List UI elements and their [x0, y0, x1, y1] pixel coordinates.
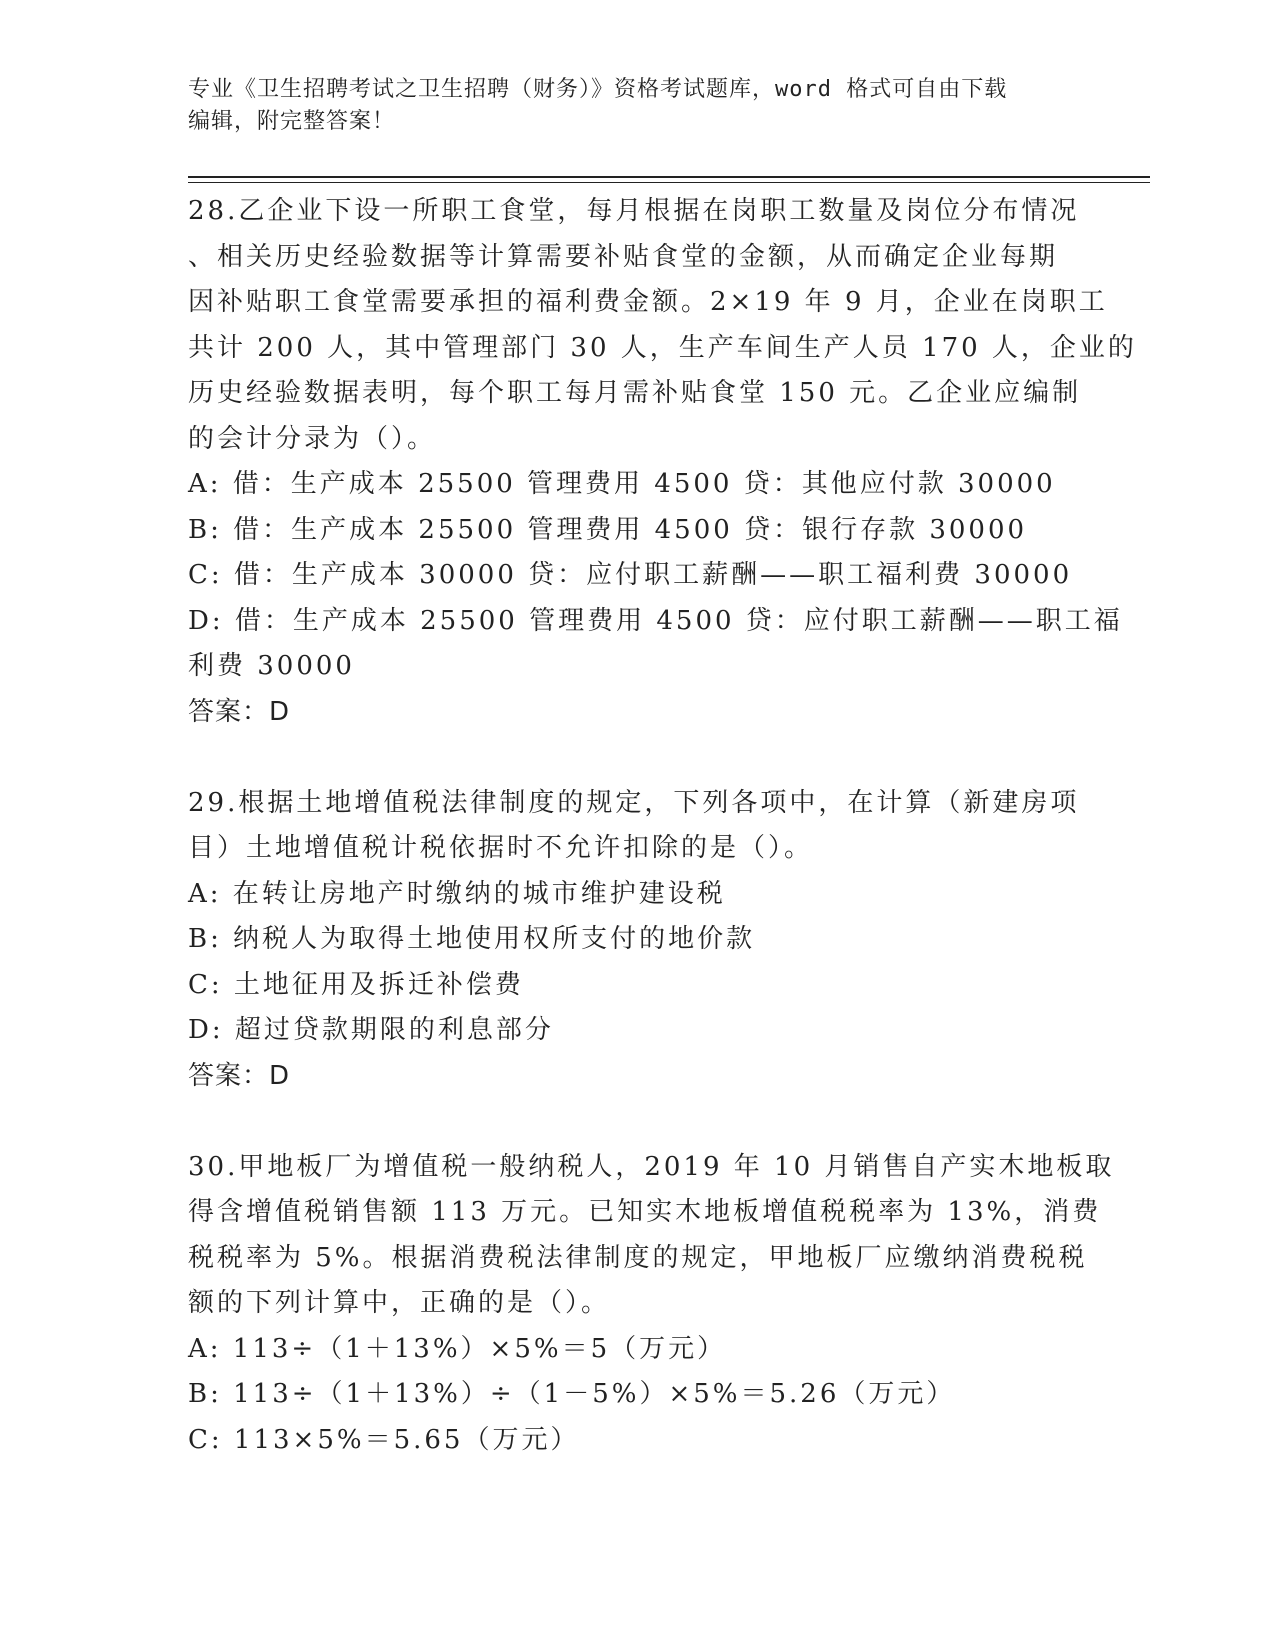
document-header	[188, 74, 1068, 138]
question-text-line: 、相关历史经验数据等计算需要补贴食堂的金额，从而确定企业每期	[188, 241, 1059, 272]
option-c: C: 借：生产成本 30000 贷：应付职工薪酬——职工福利费 30000	[188, 560, 1073, 590]
header-line-1: 专业《卫生招聘考试之卫生招聘（财务）》资格考试题库，word 格式可自由下载	[188, 77, 1008, 102]
question-28	[188, 189, 1137, 735]
questions-content	[188, 189, 1137, 1463]
answer-label: 答案：D	[188, 696, 291, 727]
question-text-line: 历史经验数据表明，每个职工每月需补贴食堂 150 元。乙企业应编制	[188, 378, 1082, 408]
question-text-line: 共计 200 人，其中管理部门 30 人，生产车间生产人员 170 人，企业的	[188, 332, 1137, 363]
question-30	[188, 1145, 1115, 1464]
question-text-line: 得含增值税销售额 113 万元。已知实木地板增值税税率为 13%，消费	[188, 1197, 1102, 1227]
option-c: C: 113×5%＝5.65（万元）	[188, 1424, 580, 1455]
header-line-2: 编辑，附完整答案！	[188, 109, 396, 134]
option-d: D: 超过贷款期限的利息部分	[188, 1015, 554, 1045]
question-spacer	[188, 1099, 1088, 1145]
header-rule-thick	[188, 176, 1150, 178]
question-spacer	[188, 735, 1088, 781]
option-a: A: 借：生产成本 25500 管理费用 4500 贷：其他应付款 30000	[188, 469, 1056, 499]
answer-label: 答案：D	[188, 1060, 291, 1091]
option-b: B: 113÷（1＋13%）÷（1－5%）×5%＝5.26（万元）	[188, 1379, 956, 1409]
header-rule-thin	[188, 182, 1150, 183]
question-text-line: 目）土地增值税计税依据时不允许扣除的是（）。	[188, 833, 814, 863]
option-d-continued: 利费 30000	[188, 651, 355, 681]
option-b: B: 纳税人为取得土地使用权所支付的地价款	[188, 924, 756, 954]
option-b: B: 借：生产成本 25500 管理费用 4500 贷：银行存款 30000	[188, 514, 1028, 545]
question-text-line: 的会计分录为（）。	[188, 423, 437, 454]
option-a: A: 在转让房地产时缴纳的城市维护建设税	[188, 878, 726, 909]
question-text-line: 29.根据土地增值税法律制度的规定，下列各项中，在计算（新建房项	[188, 787, 1080, 818]
question-29	[188, 781, 1088, 1100]
option-d: D: 借：生产成本 25500 管理费用 4500 贷：应付职工薪酬——职工福	[188, 605, 1123, 636]
question-text-line: 因补贴职工食堂需要承担的福利费金额。2×19 年 9 月，企业在岗职工	[188, 287, 1108, 317]
question-text-line: 30.甲地板厂为增值税一般纳税人，2019 年 10 月销售自产实木地板取	[188, 1151, 1115, 1182]
question-text-line: 税税率为 5%。根据消费税法律制度的规定，甲地板厂应缴纳消费税税	[188, 1242, 1088, 1273]
question-text-line: 28.乙企业下设一所职工食堂，每月根据在岗职工数量及岗位分布情况	[188, 196, 1080, 226]
option-a: A: 113÷（1＋13%）×5%＝5（万元）	[188, 1333, 727, 1364]
question-text-line: 额的下列计算中，正确的是（）。	[188, 1288, 611, 1318]
option-c: C: 土地征用及拆迁补偿费	[188, 969, 524, 1000]
